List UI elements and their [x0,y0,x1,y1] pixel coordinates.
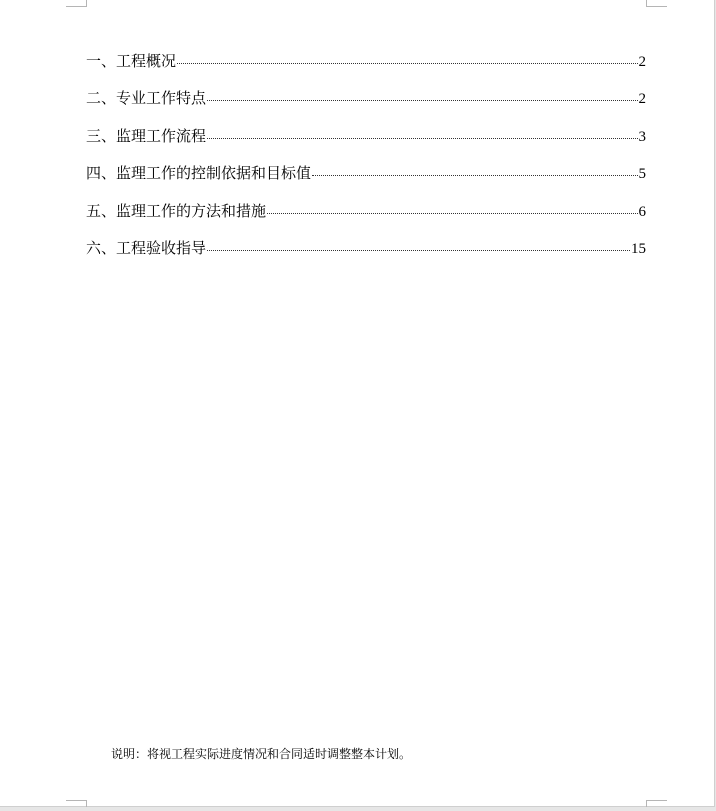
toc-entry-overview[interactable] [86,50,646,87]
toc-dot-leader [207,250,630,251]
toc-dot-leader [177,63,637,64]
toc-entry-title: 三、监理工作流程 [86,126,207,145]
toc-entry-page: 6 [638,203,646,220]
toc-entry-workflow[interactable] [86,125,646,162]
table-of-contents [86,50,646,274]
footnote-text: 说明：将视工程实际进度情况和合同适时调整整本计划。 [111,747,412,761]
margin-mark-bottom-left [66,800,87,807]
toc-entry-acceptance[interactable] [86,237,646,274]
margin-mark-bottom-right [646,800,667,807]
toc-entry-page: 2 [638,91,646,108]
toc-dot-leader [207,138,637,139]
toc-entry-title: 五、监理工作的方法和措施 [86,201,267,220]
margin-mark-top-left [66,0,87,7]
toc-entry-title: 四、监理工作的控制依据和目标值 [86,164,312,183]
toc-entry-title: 六、工程验收指导 [86,238,207,257]
toc-entry-control-basis[interactable] [86,162,646,199]
toc-entry-page: 3 [638,128,646,145]
toc-entry-page: 15 [631,240,646,257]
toc-entry-page: 2 [638,54,646,70]
toc-entry-title: 一、工程概况 [86,52,177,70]
toc-dot-leader [207,100,637,101]
margin-mark-top-right [646,0,667,7]
toc-dot-leader [312,175,637,176]
toc-dot-leader [267,213,637,214]
toc-entry-page: 5 [638,166,646,183]
toc-entry-title: 二、专业工作特点 [86,89,207,108]
toc-entry-characteristics[interactable] [86,87,646,124]
toc-entry-methods[interactable] [86,200,646,237]
